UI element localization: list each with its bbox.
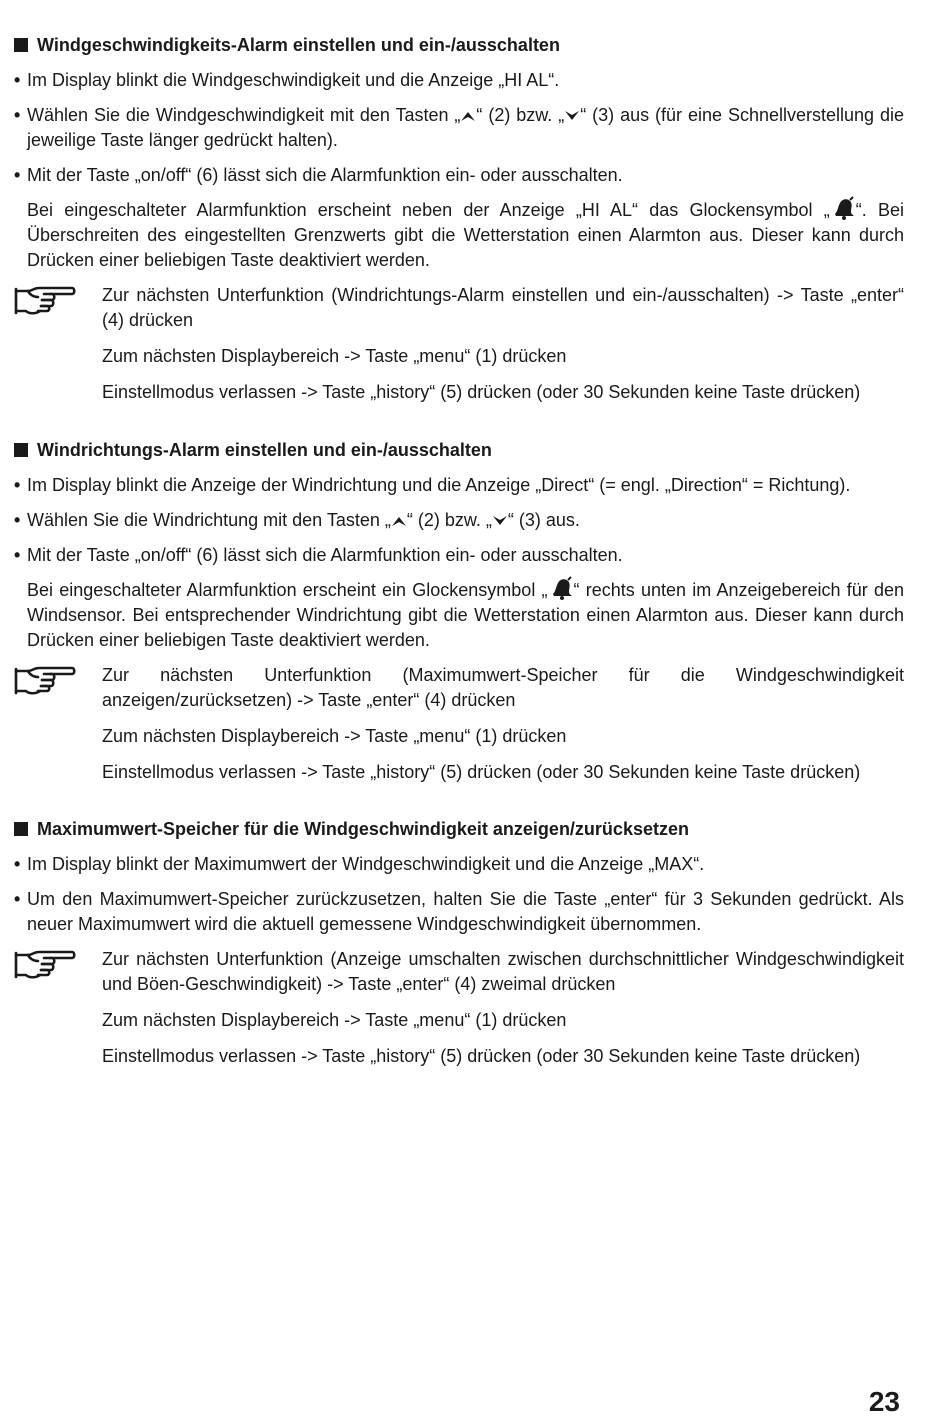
note-line: Zum nächsten Displaybereich -> Taste „menu“ (1) drücken bbox=[102, 1010, 567, 1030]
note-line: Zur nächsten Unterfunktion (Windrichtungs-Alarm einstellen und ein-/ausschalten) -> Taste „enter“ (4) drücken bbox=[102, 285, 904, 330]
bullet-dot: • bbox=[14, 510, 21, 530]
paragraph: Bei eingeschalteter Alarmfunktion erscheint ein Glockensymbol „ “ rechts unten im Anzeigebereich für den Windsensor. Bei entsprechender Windrichtung gibt die Wetterstation einen Alarmton aus. Dieser kann durch Drücken einer beliebigen Taste deaktiviert werden. bbox=[27, 578, 904, 653]
note-block bbox=[14, 283, 904, 405]
section-heading bbox=[14, 32, 904, 58]
bullet-item bbox=[14, 68, 904, 93]
bullet-dot: • bbox=[14, 889, 21, 909]
bullet-item bbox=[14, 543, 904, 568]
note-block bbox=[14, 947, 904, 1069]
note-line: Zum nächsten Displaybereich -> Taste „menu“ (1) drücken bbox=[102, 726, 567, 746]
note-line: Einstellmodus verlassen -> Taste „history“ (5) drücken (oder 30 Sekunden keine Taste drücken) bbox=[102, 382, 861, 402]
arrow-up-icon bbox=[460, 110, 476, 122]
bullet-dot: • bbox=[14, 165, 21, 185]
section-max-value-memory bbox=[14, 816, 904, 1069]
note-line: Zur nächsten Unterfunktion (Maximumwert-Speicher für die Windgeschwindigkeit anzeigen/zurücksetzen) -> Taste „enter“ (4) drücken bbox=[102, 665, 904, 710]
bullet-text: Wählen Sie die Windrichtung mit den Tasten „ “ (2) bzw. „ “ (3) aus. bbox=[27, 510, 580, 530]
bullet-item bbox=[14, 103, 904, 153]
note-line: Zur nächsten Unterfunktion (Anzeige umschalten zwischen durchschnittlicher Windgeschwindigkeit und Böen-Geschwindigkeit) -> Taste „enter“ (4) zweimal drücken bbox=[102, 949, 904, 994]
section-wind-direction-alarm bbox=[14, 437, 904, 785]
note-block bbox=[14, 663, 904, 785]
page-number: 23 bbox=[868, 1386, 900, 1417]
section-heading bbox=[14, 816, 904, 842]
bullet-text: Mit der Taste „on/off“ (6) lässt sich die Alarmfunktion ein- oder ausschalten. bbox=[27, 165, 623, 185]
bullet-dot: • bbox=[14, 105, 21, 125]
pointing-hand-icon bbox=[14, 663, 102, 785]
bell-icon bbox=[548, 576, 574, 600]
bullet-item bbox=[14, 508, 904, 533]
pointing-hand-icon bbox=[14, 283, 102, 405]
heading-square-icon bbox=[14, 822, 28, 836]
note-line: Einstellmodus verlassen -> Taste „history“ (5) drücken (oder 30 Sekunden keine Taste drücken) bbox=[102, 1046, 861, 1066]
bullet-text: Im Display blinkt die Anzeige der Windrichtung und die Anzeige „Direct“ (= engl. „Direction“ = Richtung). bbox=[27, 475, 851, 495]
arrow-up-icon bbox=[391, 515, 407, 527]
bullet-dot: • bbox=[14, 545, 21, 565]
section-wind-speed-alarm bbox=[14, 32, 904, 405]
bullet-item bbox=[14, 887, 904, 937]
note-line: Einstellmodus verlassen -> Taste „history“ (5) drücken (oder 30 Sekunden keine Taste drücken) bbox=[102, 762, 861, 782]
pointing-hand-icon bbox=[14, 947, 102, 1069]
bell-icon bbox=[830, 196, 856, 220]
arrow-down-icon bbox=[564, 110, 580, 122]
section-heading bbox=[14, 437, 904, 463]
bullet-dot: • bbox=[14, 70, 21, 90]
bullet-text: Im Display blinkt die Windgeschwindigkeit und die Anzeige „HI AL“. bbox=[27, 70, 560, 90]
bullet-item bbox=[14, 473, 904, 498]
heading-square-icon bbox=[14, 38, 28, 52]
heading-text: Maximumwert-Speicher für die Windgeschwindigkeit anzeigen/zurücksetzen bbox=[37, 819, 689, 839]
bullet-item bbox=[14, 163, 904, 188]
bullet-text: Wählen Sie die Windgeschwindigkeit mit den Tasten „ “ (2) bzw. „ “ (3) aus (für eine Schnellverstellung die jeweilige Taste länger gedrückt halten). bbox=[27, 105, 904, 150]
note-line: Zum nächsten Displaybereich -> Taste „menu“ (1) drücken bbox=[102, 346, 567, 366]
bullet-dot: • bbox=[14, 854, 21, 874]
heading-square-icon bbox=[14, 443, 28, 457]
arrow-down-icon bbox=[492, 515, 508, 527]
bullet-text: Um den Maximumwert-Speicher zurückzusetzen, halten Sie die Taste „enter“ für 3 Sekunden gedrückt. Als neuer Maximumwert wird die aktuell gemessene Windgeschwindigkeit übernommen. bbox=[27, 889, 904, 934]
bullet-item bbox=[14, 852, 904, 877]
heading-text: Windgeschwindigkeits-Alarm einstellen und ein-/ausschalten bbox=[37, 35, 560, 55]
paragraph: Bei eingeschalteter Alarmfunktion erscheint neben der Anzeige „HI AL“ das Glockensymbol „ “. Bei Überschreiten des eingestellten Grenzwerts gibt die Wetterstation einen Alarmton aus. Dieser kann durch Drücken einer beliebigen Taste deaktiviert werden. bbox=[27, 198, 904, 273]
heading-text: Windrichtungs-Alarm einstellen und ein-/ausschalten bbox=[37, 440, 492, 460]
bullet-text: Im Display blinkt der Maximumwert der Windgeschwindigkeit und die Anzeige „MAX“. bbox=[27, 854, 705, 874]
bullet-dot: • bbox=[14, 475, 21, 495]
bullet-text: Mit der Taste „on/off“ (6) lässt sich die Alarmfunktion ein- oder ausschalten. bbox=[27, 545, 623, 565]
